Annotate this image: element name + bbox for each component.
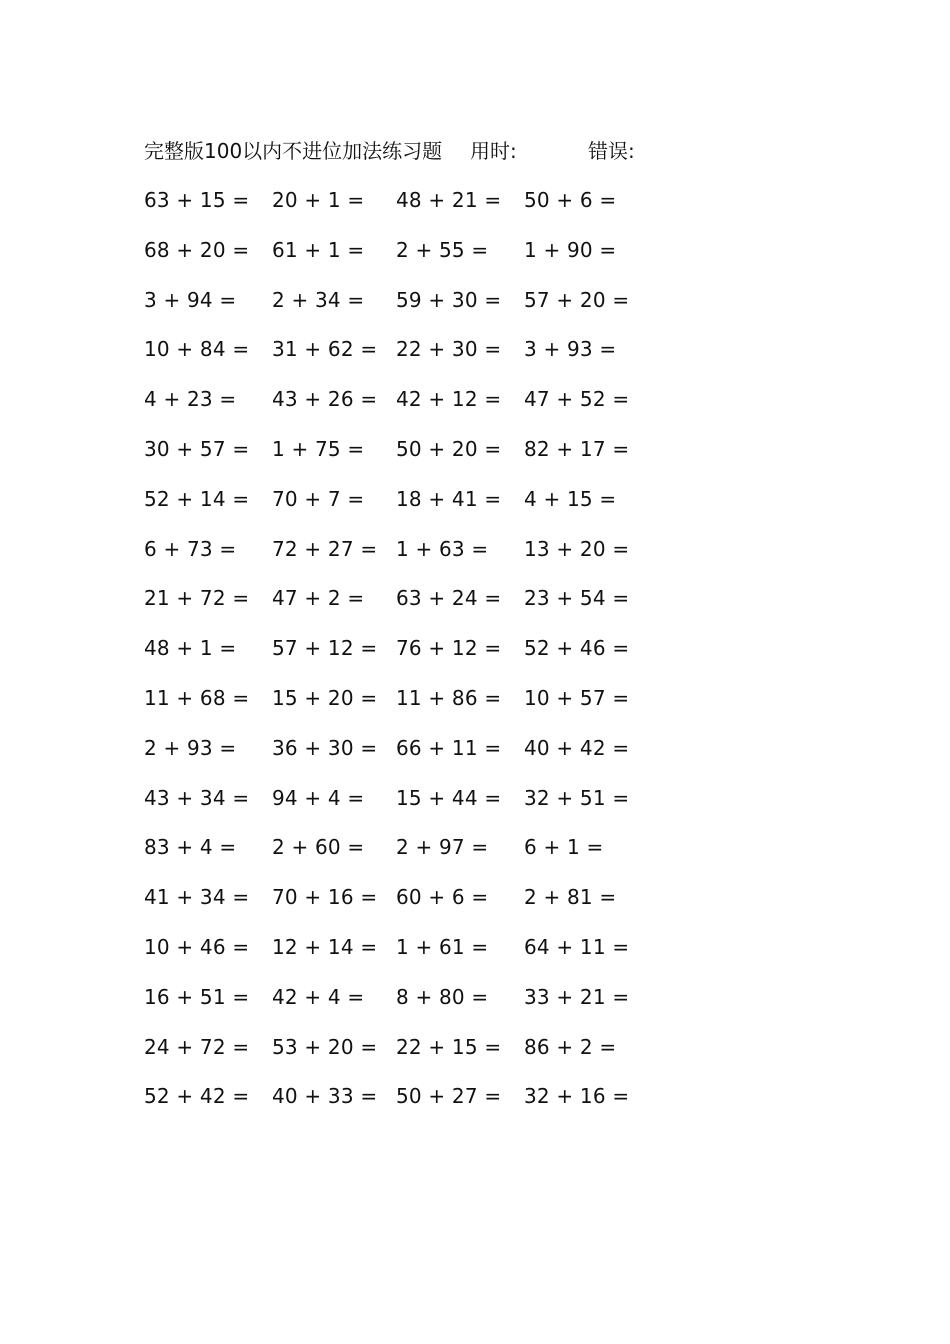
addition-problem: 40 + 42 = [524, 735, 630, 760]
problem-row [144, 881, 664, 931]
addition-problem: 8 + 80 = [396, 984, 489, 1009]
addition-problem: 1 + 75 = [272, 436, 365, 461]
addition-problem: 50 + 27 = [396, 1084, 502, 1109]
addition-problem: 86 + 2 = [524, 1034, 617, 1059]
problem-row [144, 333, 664, 383]
addition-problem: 50 + 20 = [396, 436, 502, 461]
problem-row [144, 632, 664, 682]
addition-problem: 4 + 15 = [524, 486, 617, 511]
problem-grid [144, 184, 664, 1130]
addition-problem: 24 + 72 = [144, 1034, 250, 1059]
problem-row [144, 483, 664, 533]
addition-problem: 20 + 1 = [272, 188, 365, 212]
addition-problem: 60 + 6 = [396, 885, 489, 910]
addition-problem: 57 + 20 = [524, 287, 630, 312]
addition-problem: 43 + 26 = [272, 387, 378, 412]
addition-problem: 3 + 94 = [144, 287, 237, 312]
addition-problem: 30 + 57 = [144, 436, 250, 461]
addition-problem: 50 + 6 = [524, 188, 617, 212]
addition-problem: 70 + 7 = [272, 486, 365, 511]
problem-row [144, 931, 664, 981]
problem-row [144, 184, 664, 234]
addition-problem: 53 + 20 = [272, 1034, 378, 1059]
addition-problem: 66 + 11 = [396, 735, 502, 760]
addition-problem: 10 + 46 = [144, 934, 250, 959]
addition-problem: 43 + 34 = [144, 785, 250, 810]
addition-problem: 22 + 30 = [396, 337, 502, 362]
addition-problem: 3 + 93 = [524, 337, 617, 362]
problem-row [144, 981, 664, 1031]
addition-problem: 11 + 86 = [396, 685, 502, 710]
addition-problem: 33 + 21 = [524, 984, 630, 1009]
problem-row [144, 433, 664, 483]
addition-problem: 1 + 90 = [524, 237, 617, 262]
addition-problem: 12 + 14 = [272, 934, 378, 959]
addition-problem: 2 + 34 = [272, 287, 365, 312]
addition-problem: 18 + 41 = [396, 486, 502, 511]
time-label: 用时: [470, 139, 517, 163]
worksheet-title: 完整版100以内不进位加法练习题 [144, 139, 443, 163]
problem-row [144, 284, 664, 334]
addition-problem: 15 + 44 = [396, 785, 502, 810]
addition-problem: 76 + 12 = [396, 636, 502, 661]
addition-problem: 6 + 1 = [524, 835, 604, 860]
addition-problem: 13 + 20 = [524, 536, 630, 561]
addition-problem: 36 + 30 = [272, 735, 378, 760]
errors-label: 错误: [588, 139, 635, 163]
addition-problem: 42 + 4 = [272, 984, 365, 1009]
addition-problem: 23 + 54 = [524, 586, 630, 611]
addition-problem: 2 + 81 = [524, 885, 617, 910]
addition-problem: 59 + 30 = [396, 287, 502, 312]
addition-problem: 2 + 55 = [396, 237, 489, 262]
addition-problem: 1 + 61 = [396, 934, 489, 959]
addition-problem: 57 + 12 = [272, 636, 378, 661]
problem-row [144, 782, 664, 832]
addition-problem: 61 + 1 = [272, 237, 365, 262]
addition-problem: 63 + 15 = [144, 188, 250, 212]
addition-problem: 10 + 84 = [144, 337, 250, 362]
problem-row [144, 732, 664, 782]
addition-problem: 2 + 93 = [144, 735, 237, 760]
addition-problem: 1 + 63 = [396, 536, 489, 561]
addition-problem: 52 + 46 = [524, 636, 630, 661]
addition-problem: 16 + 51 = [144, 984, 250, 1009]
addition-problem: 48 + 1 = [144, 636, 237, 661]
addition-problem: 2 + 97 = [396, 835, 489, 860]
addition-problem: 52 + 14 = [144, 486, 250, 511]
addition-problem: 47 + 2 = [272, 586, 365, 611]
addition-problem: 52 + 42 = [144, 1084, 250, 1109]
addition-problem: 31 + 62 = [272, 337, 378, 362]
problem-row [144, 831, 664, 881]
addition-problem: 4 + 23 = [144, 387, 237, 412]
addition-problem: 70 + 16 = [272, 885, 378, 910]
addition-problem: 41 + 34 = [144, 885, 250, 910]
addition-problem: 32 + 16 = [524, 1084, 630, 1109]
addition-problem: 40 + 33 = [272, 1084, 378, 1109]
problem-row [144, 682, 664, 732]
addition-problem: 63 + 24 = [396, 586, 502, 611]
problem-row [144, 234, 664, 284]
problem-row [144, 582, 664, 632]
addition-problem: 94 + 4 = [272, 785, 365, 810]
addition-problem: 2 + 60 = [272, 835, 365, 860]
addition-problem: 6 + 73 = [144, 536, 237, 561]
addition-problem: 10 + 57 = [524, 685, 630, 710]
addition-problem: 11 + 68 = [144, 685, 250, 710]
addition-problem: 48 + 21 = [396, 188, 502, 212]
addition-problem: 32 + 51 = [524, 785, 630, 810]
addition-problem: 64 + 11 = [524, 934, 630, 959]
addition-problem: 15 + 20 = [272, 685, 378, 710]
problem-row [144, 1031, 664, 1081]
addition-problem: 22 + 15 = [396, 1034, 502, 1059]
addition-problem: 83 + 4 = [144, 835, 237, 860]
addition-problem: 21 + 72 = [144, 586, 250, 611]
problem-row [144, 383, 664, 433]
problem-row [144, 533, 664, 583]
addition-problem: 82 + 17 = [524, 436, 630, 461]
problem-row [144, 1080, 664, 1130]
addition-problem: 72 + 27 = [272, 536, 378, 561]
addition-problem: 68 + 20 = [144, 237, 250, 262]
addition-problem: 42 + 12 = [396, 387, 502, 412]
addition-problem: 47 + 52 = [524, 387, 630, 412]
